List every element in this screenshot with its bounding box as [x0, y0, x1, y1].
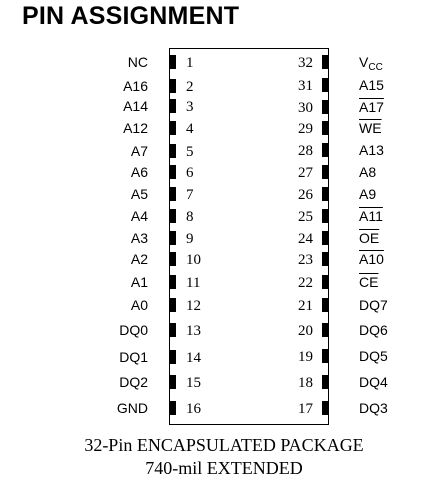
pin-marker-right-17	[322, 401, 329, 415]
pin-number: 31	[298, 78, 313, 94]
pin-marker-right-28	[322, 143, 329, 157]
pin-number: 19	[298, 349, 313, 365]
pin-number: 5	[186, 144, 194, 160]
pin-label: A14	[123, 98, 148, 114]
pin-number: 21	[298, 298, 313, 314]
pin-marker-right-29	[322, 121, 329, 135]
pin-label: DQ2	[119, 374, 148, 390]
pin-marker-right-24	[322, 231, 329, 245]
pin-number: 24	[298, 231, 313, 247]
pin-label: A0	[130, 297, 148, 313]
pin-marker-right-30	[322, 100, 329, 114]
page-title: PIN ASSIGNMENT	[22, 2, 240, 30]
pin-number: 14	[186, 350, 201, 366]
pin-marker-right-31	[322, 78, 329, 92]
pin-number: 17	[298, 401, 313, 417]
pin-marker-left-15	[169, 375, 176, 389]
pin-marker-left-9	[169, 231, 176, 245]
pin-label: A11	[359, 208, 383, 224]
pin-number: 6	[186, 165, 194, 181]
pin-marker-left-10	[169, 252, 176, 266]
pin-number: 3	[186, 99, 194, 115]
pin-marker-right-22	[322, 275, 329, 289]
pin-marker-right-25	[322, 209, 329, 223]
pin-label: A15	[359, 77, 384, 93]
pin-label: A3	[130, 230, 148, 246]
pin-label: $\overline{WE}$	[359, 120, 382, 136]
pin-marker-left-3	[169, 99, 176, 113]
pin-number: 1	[186, 55, 194, 71]
pin-label: GND	[116, 400, 148, 416]
pin-marker-right-27	[322, 165, 329, 179]
pin-label: DQ0	[119, 322, 148, 338]
pin-label: A8	[359, 164, 377, 180]
pin-marker-right-26	[322, 187, 329, 201]
pin-marker-left-7	[169, 187, 176, 201]
pin-label: DQ1	[119, 349, 148, 365]
pin-number: 29	[298, 121, 313, 137]
pin-marker-left-6	[169, 165, 176, 179]
pin-label: A12	[123, 120, 148, 136]
pin-marker-left-2	[169, 79, 176, 93]
pin-label: A2	[130, 251, 148, 267]
pin-number: 22	[298, 275, 313, 291]
pin-label: A16	[123, 78, 148, 94]
pin-label: A9	[359, 186, 377, 202]
pin-label: A10	[359, 251, 384, 267]
pin-number: 2	[186, 79, 194, 95]
pin-marker-right-19	[322, 349, 329, 363]
pin-label-main: V	[359, 54, 369, 70]
pin-label: DQ7	[359, 297, 388, 313]
pin-marker-left-16	[169, 401, 176, 415]
pin-label	[359, 54, 383, 76]
pin-label: A7	[130, 143, 148, 159]
pin-number: 20	[298, 323, 313, 339]
pin-label: DQ6	[359, 322, 388, 338]
pin-number: 30	[298, 100, 313, 116]
pin-number: 28	[298, 143, 313, 159]
pin-number: 32	[298, 55, 313, 71]
pin-label: A1	[130, 274, 148, 290]
pin-marker-left-13	[169, 323, 176, 337]
pin-number: 10	[186, 252, 201, 268]
pin-label: $\overline{CE}$	[359, 274, 379, 290]
pin-number: 18	[298, 375, 313, 391]
pin-label: A4	[130, 208, 148, 224]
pin-label: A5	[130, 186, 148, 202]
pin-label: A17	[359, 99, 384, 115]
pin-number: 9	[186, 231, 194, 247]
pin-marker-right-21	[322, 298, 329, 312]
pin-marker-left-12	[169, 298, 176, 312]
pin-marker-left-5	[169, 144, 176, 158]
pin-marker-left-1	[169, 55, 176, 69]
pin-label: A13	[359, 142, 384, 158]
pin-number: 4	[186, 121, 194, 137]
pin-number: 7	[186, 187, 194, 203]
pin-number: 16	[186, 401, 201, 417]
pin-number: 25	[298, 209, 313, 225]
pin-marker-left-11	[169, 275, 176, 289]
pin-label: $\overline{OE}$	[359, 230, 380, 246]
pin-marker-right-18	[322, 375, 329, 389]
package-subcaption: 740-mil EXTENDED	[145, 458, 303, 478]
pin-label: DQ4	[359, 374, 388, 390]
pin-number: 11	[186, 275, 201, 291]
pin-number: 27	[298, 165, 313, 181]
package-caption: 32-Pin ENCAPSULATED PACKAGE	[84, 435, 364, 455]
pin-marker-left-14	[169, 350, 176, 364]
pin-marker-left-8	[169, 209, 176, 223]
pin-marker-right-32	[322, 55, 329, 69]
pin-number: 12	[186, 298, 201, 314]
pin-number: 23	[298, 252, 313, 268]
pin-number: 26	[298, 187, 313, 203]
pin-number: 15	[186, 375, 201, 391]
pin-marker-right-23	[322, 252, 329, 266]
pin-label: DQ5	[359, 348, 388, 364]
pin-label: DQ3	[359, 400, 388, 416]
pin-marker-left-4	[169, 121, 176, 135]
pin-number: 13	[186, 323, 201, 339]
pin-label: A6	[130, 164, 148, 180]
pin-label-subscript: CC	[368, 62, 383, 73]
pin-label: NC	[127, 54, 148, 70]
pin-number: 8	[186, 209, 194, 225]
pin-marker-right-20	[322, 323, 329, 337]
